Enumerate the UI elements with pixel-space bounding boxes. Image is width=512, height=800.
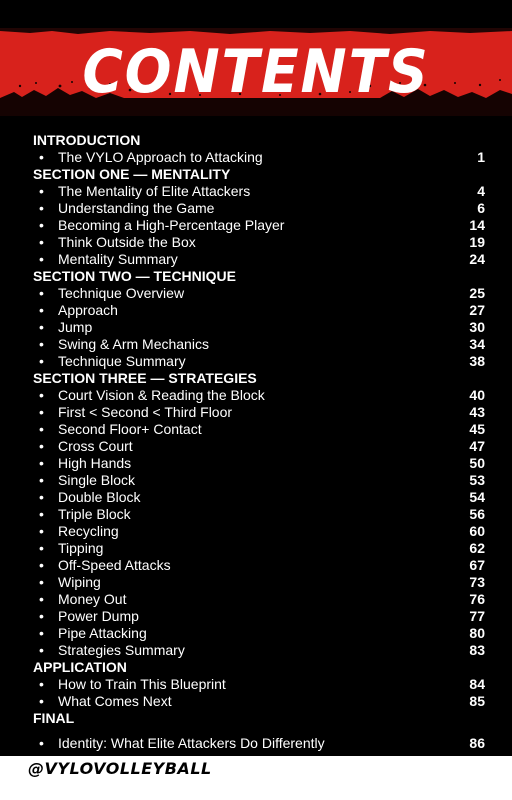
- toc-entry-page: 40: [469, 387, 485, 403]
- toc-entry-title: The Mentality of Elite Attackers: [58, 183, 251, 199]
- toc-entry-page: 76: [469, 591, 485, 607]
- toc-entry-page: 53: [469, 472, 485, 488]
- toc-entry[interactable]: [33, 149, 485, 166]
- bullet-icon: •: [39, 735, 44, 751]
- bullet-icon: •: [39, 404, 44, 420]
- toc-entry[interactable]: [33, 608, 485, 625]
- toc-entry-title: High Hands: [58, 455, 132, 471]
- toc-entry-page: 30: [469, 319, 485, 335]
- section-heading-final: FINAL: [33, 710, 75, 726]
- toc-entry-title: Strategies Summary: [58, 642, 185, 658]
- toc-entry-title: The VYLO Approach to Attacking: [58, 149, 263, 165]
- toc-entry[interactable]: [33, 438, 485, 455]
- toc-entry-page: 1: [477, 149, 485, 165]
- toc-entry-page: 67: [469, 557, 485, 573]
- toc-entry[interactable]: [33, 523, 485, 540]
- bullet-icon: •: [39, 183, 44, 199]
- bullet-icon: •: [39, 523, 44, 539]
- bullet-icon: •: [39, 472, 44, 488]
- bullet-icon: •: [39, 557, 44, 573]
- footer-bar: [0, 756, 512, 800]
- toc-entry-page: 45: [469, 421, 485, 437]
- bullet-icon: •: [39, 574, 44, 590]
- bullet-icon: •: [39, 149, 44, 165]
- toc-entry-title: Off-Speed Attacks: [58, 557, 171, 573]
- toc-entry-title: Single Block: [58, 472, 136, 488]
- toc-entry-page: 19: [469, 234, 485, 250]
- page-title: CONTENTS: [82, 37, 430, 107]
- toc-entry-page: 77: [469, 608, 485, 624]
- toc-entry-page: 73: [469, 574, 485, 590]
- bullet-icon: •: [39, 608, 44, 624]
- toc-entry-page: 50: [469, 455, 485, 471]
- toc-entry-page: 54: [469, 489, 485, 505]
- bullet-icon: •: [39, 336, 44, 352]
- toc-entry[interactable]: [33, 251, 485, 268]
- toc-entry-title: Money Out: [58, 591, 127, 607]
- toc-entry-page: 62: [469, 540, 485, 556]
- toc-entry[interactable]: [33, 200, 485, 217]
- toc-entry[interactable]: [33, 693, 485, 710]
- header-banner: [0, 28, 512, 116]
- toc-entry-title: First < Second < Third Floor: [58, 404, 233, 420]
- toc-entry[interactable]: [33, 489, 485, 506]
- toc-entry-title: How to Train This Blueprint: [58, 676, 226, 692]
- toc-entry-title: Becoming a High-Percentage Player: [58, 217, 285, 233]
- toc-entry-title: Identity: What Elite Attackers Do Differently: [58, 735, 325, 751]
- bullet-icon: •: [39, 200, 44, 216]
- bullet-icon: •: [39, 625, 44, 641]
- bullet-icon: •: [39, 251, 44, 267]
- toc-entry-page: 24: [469, 251, 485, 267]
- bullet-icon: •: [39, 455, 44, 471]
- toc-entry-page: 80: [469, 625, 485, 641]
- toc-entry[interactable]: [33, 557, 485, 574]
- toc-entry[interactable]: [33, 540, 485, 557]
- toc-entry[interactable]: [33, 676, 485, 693]
- toc-entry-title: Think Outside the Box: [58, 234, 196, 250]
- toc-entry-title: Second Floor+ Contact: [58, 421, 202, 437]
- toc-entry-page: 4: [477, 183, 485, 199]
- toc-entry[interactable]: [33, 217, 485, 234]
- toc-entry-title: Technique Summary: [58, 353, 186, 369]
- bullet-icon: •: [39, 591, 44, 607]
- section-heading-mentality: SECTION ONE — MENTALITY: [33, 166, 231, 182]
- toc-entry-title: Approach: [58, 302, 118, 318]
- bullet-icon: •: [39, 353, 44, 369]
- bullet-icon: •: [39, 642, 44, 658]
- toc-entry-page: 43: [469, 404, 485, 420]
- toc-entry[interactable]: [33, 591, 485, 608]
- toc-entry[interactable]: [33, 387, 485, 404]
- bullet-icon: •: [39, 438, 44, 454]
- toc-entry[interactable]: [33, 472, 485, 489]
- toc-entry-title: Swing & Arm Mechanics: [58, 336, 209, 352]
- toc-entry-page: 56: [469, 506, 485, 522]
- top-strip: [0, 0, 512, 28]
- toc-entry[interactable]: [33, 336, 485, 353]
- toc-entry-title: Mentality Summary: [58, 251, 178, 267]
- bullet-icon: •: [39, 319, 44, 335]
- toc-entry-page: 6: [477, 200, 485, 216]
- toc-entry-title: Double Block: [58, 489, 141, 505]
- toc-entry-page: 84: [469, 676, 485, 692]
- toc-entry-page: 86: [469, 735, 485, 751]
- toc-entry-page: 60: [469, 523, 485, 539]
- toc-entry[interactable]: [33, 421, 485, 438]
- toc-entry-title: Recycling: [58, 523, 119, 539]
- toc-entry[interactable]: [33, 455, 485, 472]
- toc-entry-page: 27: [469, 302, 485, 318]
- toc-entry[interactable]: [33, 625, 485, 642]
- toc-entry-title: Tipping: [58, 540, 104, 556]
- bullet-icon: •: [39, 285, 44, 301]
- toc-entry-title: Understanding the Game: [58, 200, 215, 216]
- section-heading-introduction: INTRODUCTION: [33, 132, 141, 148]
- toc-entry-page: 25: [469, 285, 485, 301]
- toc-entry-page: 83: [469, 642, 485, 658]
- bullet-icon: •: [39, 540, 44, 556]
- toc-entry-title: Jump: [58, 319, 93, 335]
- bullet-icon: •: [39, 506, 44, 522]
- toc-entry[interactable]: [33, 183, 485, 200]
- toc-entry-title: Pipe Attacking: [58, 625, 147, 641]
- toc-entry[interactable]: [33, 642, 485, 659]
- toc-entry-page: 85: [469, 693, 485, 709]
- toc-entry-title: What Comes Next: [58, 693, 172, 709]
- toc-entry[interactable]: [33, 319, 485, 336]
- bullet-icon: •: [39, 234, 44, 250]
- table-of-contents: [33, 132, 485, 752]
- toc-entry[interactable]: [33, 404, 485, 421]
- toc-entry[interactable]: [33, 506, 485, 523]
- toc-entry-title: Cross Court: [58, 438, 133, 454]
- section-heading-application: APPLICATION: [33, 659, 127, 675]
- bullet-icon: •: [39, 302, 44, 318]
- toc-entry-title: Power Dump: [58, 608, 139, 624]
- toc-entry-page: 47: [469, 438, 485, 454]
- section-heading-technique: SECTION TWO — TECHNIQUE: [33, 268, 236, 284]
- social-handle[interactable]: @VYLOVOLLEYBALL: [28, 759, 212, 778]
- section-heading-strategies: SECTION THREE — STRATEGIES: [33, 370, 257, 386]
- bullet-icon: •: [39, 217, 44, 233]
- toc-entry-title: Court Vision & Reading the Block: [58, 387, 265, 403]
- toc-entry[interactable]: [33, 302, 485, 319]
- toc-entry[interactable]: [33, 285, 485, 302]
- toc-entry-title: Triple Block: [58, 506, 131, 522]
- toc-entry-title: Wiping: [58, 574, 101, 590]
- toc-entry[interactable]: [33, 574, 485, 591]
- toc-entry-title: Technique Overview: [58, 285, 185, 301]
- bullet-icon: •: [39, 489, 44, 505]
- toc-entry-page: 34: [469, 336, 485, 352]
- toc-entry-page: 14: [469, 217, 485, 233]
- toc-entry[interactable]: [33, 234, 485, 251]
- bullet-icon: •: [39, 421, 44, 437]
- bullet-icon: •: [39, 693, 44, 709]
- toc-entry[interactable]: [33, 735, 485, 752]
- bullet-icon: •: [39, 676, 44, 692]
- toc-entry[interactable]: [33, 353, 485, 370]
- bullet-icon: •: [39, 387, 44, 403]
- toc-entry-page: 38: [469, 353, 485, 369]
